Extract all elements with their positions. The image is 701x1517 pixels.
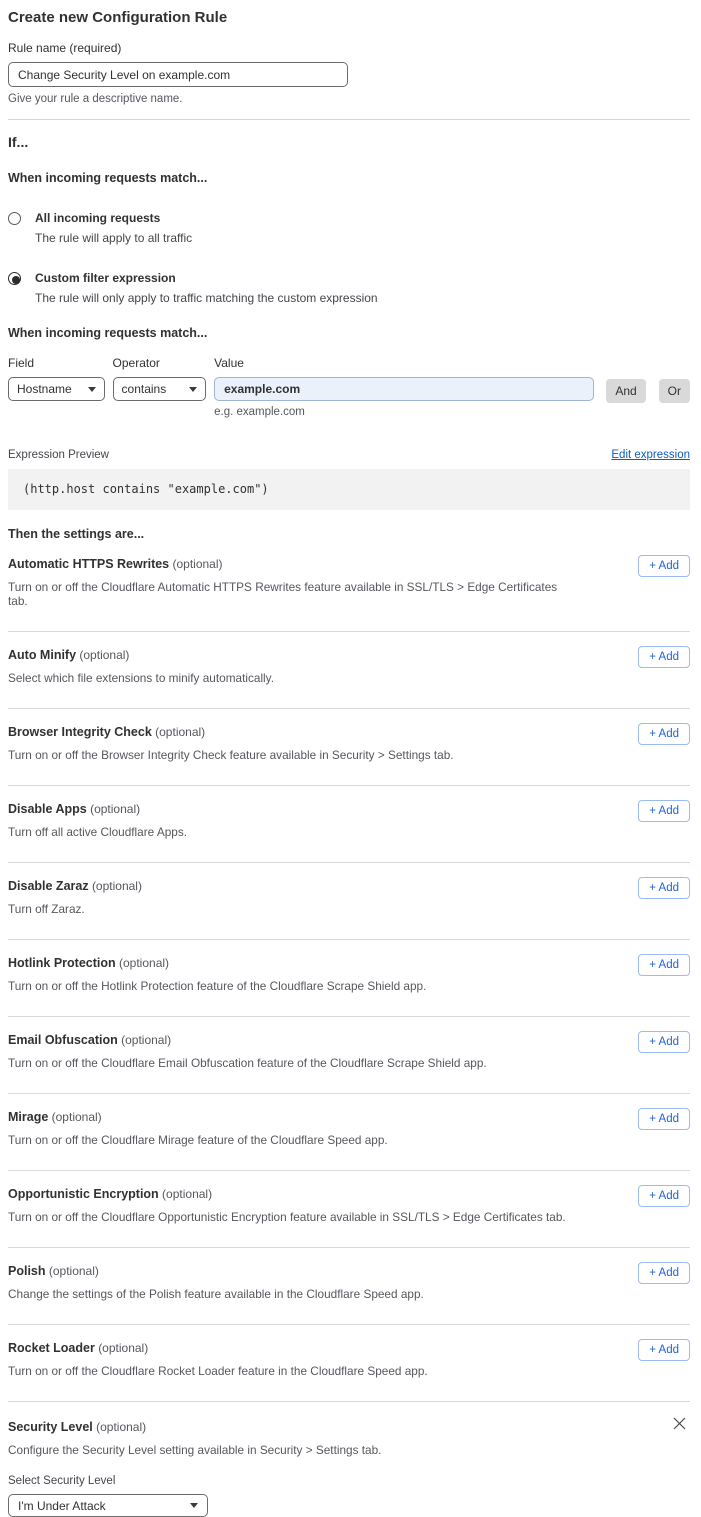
expression-preview-code: (http.host contains "example.com"): [8, 469, 690, 510]
setting-optional-tag: (optional): [162, 1187, 213, 1201]
rule-name-label: Rule name (required): [8, 41, 122, 55]
field-select[interactable]: [8, 377, 105, 401]
if-heading: If...: [8, 134, 29, 150]
close-icon[interactable]: [670, 1414, 688, 1432]
setting-title: Disable Apps: [8, 802, 87, 816]
setting-title: Email Obfuscation: [8, 1033, 118, 1047]
add-button[interactable]: + Add: [638, 646, 690, 668]
setting-description: Turn on or off the Cloudflare Opportunistic Encryption feature available in SSL/TLS > Edge Certificates tab.: [8, 1210, 566, 1224]
security-level-select-value: I'm Under Attack: [18, 1498, 106, 1513]
operator-select[interactable]: [113, 377, 207, 401]
chevron-down-icon: [189, 387, 197, 392]
setting-description: Turn off Zaraz.: [8, 902, 85, 916]
setting-row: [8, 1248, 690, 1325]
edit-expression-link[interactable]: Edit expression: [611, 449, 690, 461]
add-button[interactable]: + Add: [638, 1262, 690, 1284]
setting-row: [8, 1017, 690, 1094]
value-input[interactable]: [214, 377, 594, 401]
setting-row: [8, 632, 690, 709]
radio-custom-filter-label: Custom filter expression: [35, 271, 176, 285]
setting-optional-tag: (optional): [155, 725, 206, 739]
or-button[interactable]: Or: [659, 379, 690, 403]
setting-description: Turn off all active Cloudflare Apps.: [8, 825, 188, 839]
field-label: Field: [8, 356, 35, 370]
add-button[interactable]: + Add: [638, 555, 690, 577]
security-level-section: [8, 1402, 690, 1517]
setting-row: [8, 709, 690, 786]
add-button[interactable]: + Add: [638, 1031, 690, 1053]
then-settings-heading: Then the settings are...: [8, 527, 145, 541]
rule-name-help: Give your rule a descriptive name.: [8, 93, 183, 105]
setting-title: Auto Minify: [8, 648, 77, 662]
setting-optional-tag: (optional): [48, 1264, 99, 1278]
filter-expression-row: [8, 356, 690, 418]
setting-title: Polish: [8, 1264, 46, 1278]
field-select-value: Hostname: [17, 382, 72, 396]
setting-description: Select which file extensions to minify automatically.: [8, 671, 274, 685]
add-button[interactable]: + Add: [638, 954, 690, 976]
select-security-level-label: Select Security Level: [8, 1475, 116, 1487]
setting-optional-tag: (optional): [90, 802, 141, 816]
setting-description: Turn on or off the Cloudflare Automatic HTTPS Rewrites feature available in SSL/TLS > Edge Certificates tab.: [8, 580, 558, 608]
expression-preview-label: Expression Preview: [8, 449, 109, 461]
setting-title: Automatic HTTPS Rewrites: [8, 557, 170, 571]
value-hint: e.g. example.com: [214, 406, 305, 418]
setting-description: Turn on or off the Browser Integrity Check feature available in Security > Settings tab.: [8, 748, 454, 762]
add-button[interactable]: + Add: [638, 1108, 690, 1130]
security-level-optional-tag: (optional): [96, 1420, 147, 1434]
value-label: Value: [214, 356, 244, 370]
setting-optional-tag: (optional): [91, 879, 142, 893]
add-button[interactable]: + Add: [638, 800, 690, 822]
settings-list: [8, 541, 690, 1402]
setting-description: Turn on or off the Cloudflare Mirage feature of the Cloudflare Speed app.: [8, 1133, 388, 1147]
setting-title: Rocket Loader: [8, 1341, 95, 1355]
setting-optional-tag: (optional): [51, 1110, 102, 1124]
security-level-select[interactable]: [8, 1494, 208, 1517]
add-button[interactable]: + Add: [638, 877, 690, 899]
setting-description: Change the settings of the Polish feature available in the Cloudflare Speed app.: [8, 1287, 424, 1301]
setting-optional-tag: (optional): [172, 557, 223, 571]
setting-optional-tag: (optional): [98, 1341, 149, 1355]
setting-title: Browser Integrity Check: [8, 725, 152, 739]
radio-option-all-incoming[interactable]: [8, 211, 690, 245]
setting-row: [8, 786, 690, 863]
add-button[interactable]: + Add: [638, 1339, 690, 1361]
setting-row: [8, 541, 690, 632]
and-button[interactable]: And: [606, 379, 645, 403]
setting-title: Mirage: [8, 1110, 49, 1124]
page-title: Create new Configuration Rule: [8, 9, 228, 26]
security-level-title: Security Level: [8, 1420, 93, 1434]
setting-title: Hotlink Protection: [8, 956, 116, 970]
section-divider: [8, 119, 690, 120]
filter-match-heading: When incoming requests match...: [8, 326, 208, 340]
radio-all-incoming-description: The rule will apply to all traffic: [35, 231, 193, 245]
security-level-description: Configure the Security Level setting available in Security > Settings tab.: [8, 1443, 382, 1457]
setting-title: Disable Zaraz: [8, 879, 89, 893]
setting-row: [8, 1171, 690, 1248]
chevron-down-icon: [190, 1503, 198, 1508]
setting-optional-tag: (optional): [121, 1033, 172, 1047]
radio-custom-filter-description: The rule will only apply to traffic matching the custom expression: [35, 291, 378, 305]
radio-custom-filter-icon[interactable]: [8, 272, 21, 285]
radio-all-incoming-icon[interactable]: [8, 212, 21, 225]
setting-description: Turn on or off the Hotlink Protection feature of the Cloudflare Scrape Shield app.: [8, 979, 427, 993]
add-button[interactable]: + Add: [638, 723, 690, 745]
incoming-requests-match-heading: When incoming requests match...: [8, 171, 208, 185]
setting-row: [8, 1094, 690, 1171]
close-icon-glyph: [673, 1417, 686, 1430]
chevron-down-icon: [88, 387, 96, 392]
rule-name-input[interactable]: [8, 62, 348, 87]
setting-optional-tag: (optional): [79, 648, 130, 662]
setting-row: [8, 1325, 690, 1402]
setting-optional-tag: (optional): [119, 956, 170, 970]
radio-option-custom-filter[interactable]: [8, 271, 690, 305]
operator-select-value: contains: [121, 382, 167, 396]
setting-description: Turn on or off the Cloudflare Email Obfuscation feature of the Cloudflare Scrape Shield app.: [8, 1056, 487, 1070]
add-button[interactable]: + Add: [638, 1185, 690, 1207]
radio-all-incoming-label: All incoming requests: [35, 211, 161, 225]
operator-label: Operator: [112, 356, 160, 370]
setting-title: Opportunistic Encryption: [8, 1187, 159, 1201]
setting-description: Turn on or off the Cloudflare Rocket Loader feature in the Cloudflare Speed app.: [8, 1364, 428, 1378]
setting-row: [8, 863, 690, 940]
setting-row: [8, 940, 690, 1017]
